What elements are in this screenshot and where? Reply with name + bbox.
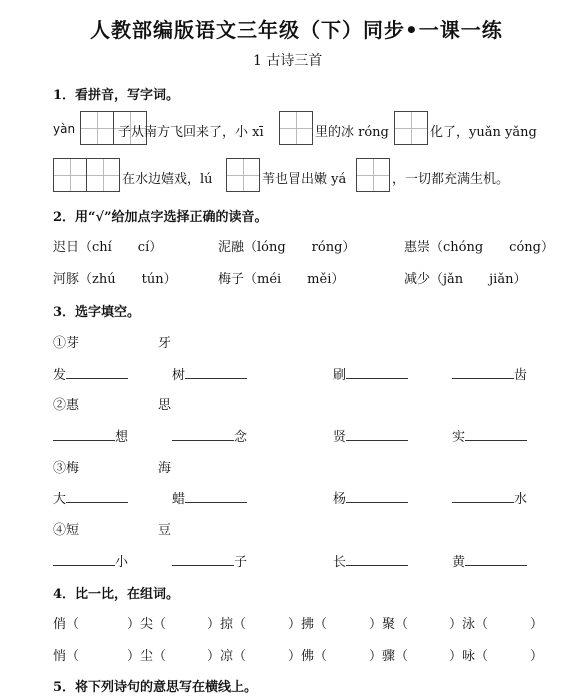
q3-fill-item[interactable] — [333, 426, 408, 445]
answer-blank[interactable] — [172, 553, 234, 566]
tianzige-cell[interactable] — [53, 158, 87, 192]
q1-row2-text3: ，一切都充满生机。 — [392, 172, 510, 187]
answer-blank[interactable] — [346, 490, 408, 503]
q4-word-slot[interactable]: ）凉（ — [207, 649, 247, 664]
q3-fill-char: 子 — [234, 555, 248, 570]
tianzige-cell[interactable] — [80, 111, 114, 145]
answer-blank[interactable] — [185, 490, 247, 503]
q3-fill-item[interactable] — [333, 364, 408, 383]
q3-fill-item[interactable] — [452, 364, 527, 383]
q1-box-rong[interactable] — [394, 111, 428, 145]
answer-blank[interactable] — [452, 490, 514, 503]
q4-word-slot[interactable]: ）泳（ — [449, 617, 489, 632]
q2-item[interactable]: 河豚（zhú tún） — [53, 272, 177, 287]
answer-blank[interactable] — [346, 366, 408, 379]
q1-box-ya[interactable] — [356, 158, 390, 192]
q3-fill-char: 小 — [115, 555, 129, 570]
q4-word-slot[interactable]: ）尘（ — [127, 649, 167, 664]
q5-heading: 5．将下列诗句的意思写在横线上。 — [53, 680, 258, 695]
q4-word-slot[interactable]: ）骤（ — [369, 649, 409, 664]
answer-blank[interactable] — [465, 428, 527, 441]
q2-item[interactable]: 迟日（chí cí） — [53, 240, 163, 255]
answer-blank[interactable] — [465, 553, 527, 566]
q2-item[interactable]: 泥融（lóng róng） — [218, 240, 356, 255]
q3-pair-a: ④短 — [53, 523, 80, 538]
q3-fill-char: 黄 — [452, 555, 466, 570]
q1-row1-text1: 子从南方飞回来了，小 xī — [118, 125, 264, 140]
q4-word-slot[interactable]: ）佛（ — [288, 649, 328, 664]
q4-word-slot[interactable]: ）咏（ — [449, 649, 489, 664]
q1-pinyin-yan: yàn — [53, 122, 76, 136]
q3-fill-char: 贤 — [333, 430, 347, 445]
answer-blank[interactable] — [346, 553, 408, 566]
q3-pair-b: 豆 — [158, 523, 172, 538]
q4-word-slot[interactable]: 悄（ — [53, 649, 80, 664]
q3-pair-b: 海 — [158, 461, 172, 476]
tianzige-cell[interactable] — [86, 158, 120, 192]
q3-fill-char: 蜡 — [172, 492, 186, 507]
q3-fill-char: 大 — [53, 492, 67, 507]
answer-blank[interactable] — [346, 428, 408, 441]
q4-word-slot[interactable]: ） — [530, 649, 544, 664]
q4-word-slot[interactable]: ）掠（ — [207, 617, 247, 632]
q3-fill-char: 长 — [333, 555, 347, 570]
q3-fill-char: 发 — [53, 368, 67, 383]
q3-pair-a: ①芽 — [53, 336, 80, 351]
q3-fill-item[interactable] — [333, 488, 408, 507]
q1-heading: 1．看拼音，写字词。 — [53, 88, 180, 103]
q2-item[interactable]: 惠崇（chóng cóng） — [404, 240, 554, 255]
q2-item[interactable]: 梅子（méi měi） — [218, 272, 345, 287]
q3-fill-char: 杨 — [333, 492, 347, 507]
q1-box-xi[interactable] — [279, 111, 313, 145]
lesson-title: 1 古诗三首 — [253, 53, 323, 69]
q1-box-lu[interactable] — [226, 158, 260, 192]
answer-blank[interactable] — [53, 553, 115, 566]
q3-fill-item[interactable] — [452, 551, 527, 570]
q3-pair-a: ③梅 — [53, 461, 80, 476]
page-title: 人教部编版语文三年级（下）同步•一课一练 — [90, 18, 503, 42]
q2-heading: 2．用“√”给加点字选择正确的读音。 — [53, 210, 268, 225]
q3-fill-item[interactable] — [53, 488, 128, 507]
answer-blank[interactable] — [185, 366, 247, 379]
q4-heading: 4．比一比，在组词。 — [53, 587, 180, 602]
q3-fill-char: 树 — [172, 368, 186, 383]
q4-word-slot[interactable]: ）尖（ — [127, 617, 167, 632]
answer-blank[interactable] — [66, 366, 128, 379]
q1-row1-text2: 里的冰 róng — [315, 125, 389, 140]
q3-fill-char: 刷 — [333, 368, 347, 383]
q1-box-yuanyang[interactable] — [53, 158, 120, 192]
q3-pair-b: 思 — [158, 398, 172, 413]
answer-blank[interactable] — [66, 490, 128, 503]
q3-fill-item[interactable] — [172, 426, 247, 445]
answer-blank[interactable] — [53, 428, 115, 441]
q4-word-slot[interactable]: 俏（ — [53, 617, 80, 632]
q3-pair-b: 牙 — [158, 336, 172, 351]
q3-fill-item[interactable] — [53, 426, 128, 445]
q2-item[interactable]: 减少（jǎn jiǎn） — [404, 272, 527, 287]
q3-fill-item[interactable] — [53, 551, 128, 570]
q4-word-slot[interactable]: ） — [530, 617, 544, 632]
q3-fill-item[interactable] — [333, 551, 408, 570]
q4-word-slot[interactable]: ）拂（ — [288, 617, 328, 632]
q3-pair-a: ②惠 — [53, 398, 80, 413]
q3-fill-char: 齿 — [514, 368, 528, 383]
q3-fill-item[interactable] — [172, 364, 247, 383]
q3-fill-char: 水 — [514, 492, 528, 507]
q3-fill-item[interactable] — [53, 364, 128, 383]
q3-fill-item[interactable] — [452, 488, 527, 507]
q3-fill-char: 念 — [234, 430, 248, 445]
q3-fill-char: 想 — [115, 430, 129, 445]
q1-row2-text1: 在水边嬉戏，lú — [122, 172, 213, 187]
answer-blank[interactable] — [452, 366, 514, 379]
q3-fill-item[interactable] — [172, 488, 247, 507]
q1-row1-text3: 化了，yuǎn yǎng — [430, 125, 537, 140]
answer-blank[interactable] — [172, 428, 234, 441]
q4-word-slot[interactable]: ）聚（ — [369, 617, 409, 632]
q3-fill-item[interactable] — [172, 551, 247, 570]
q3-fill-item[interactable] — [452, 426, 527, 445]
q3-heading: 3．选字填空。 — [53, 305, 141, 320]
q1-row2-text2: 苇也冒出嫩 yá — [262, 172, 347, 187]
q3-fill-char: 实 — [452, 430, 466, 445]
